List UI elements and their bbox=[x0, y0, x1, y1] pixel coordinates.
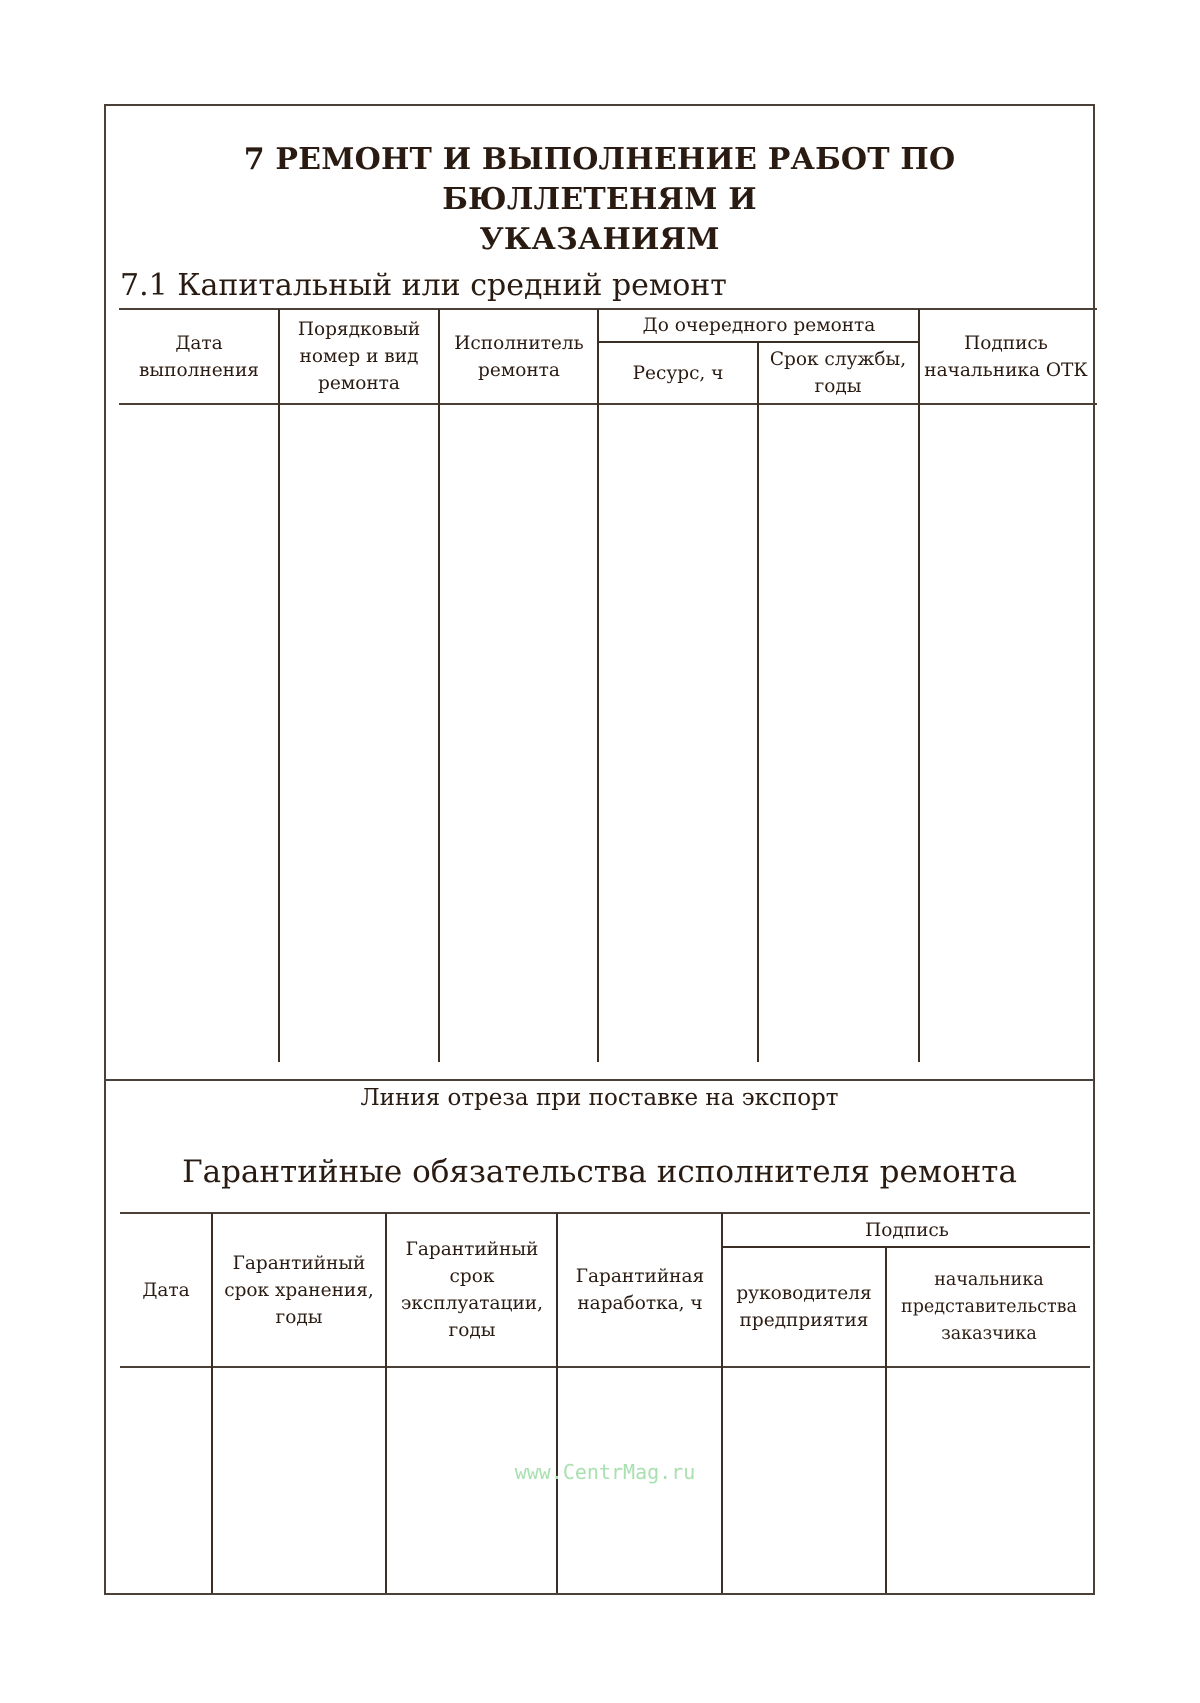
warranty-table-col-divider bbox=[211, 1213, 213, 1593]
warranty-table-col-divider bbox=[885, 1247, 887, 1593]
warranty-heading: Гарантийные обязательства исполнителя ремонта bbox=[182, 1154, 1017, 1190]
repair-table-header-executor: Исполнитель ремонта bbox=[454, 332, 584, 381]
repair-table-header-bottom-border bbox=[119, 403, 1097, 405]
watermark: www.CentrMag.ru bbox=[514, 1460, 696, 1484]
repair-table-header-group-next-repair: До очередного ремонта bbox=[642, 315, 876, 336]
warranty-table-header-customer-rep-head: начальника представительства заказчика bbox=[901, 1269, 1077, 1344]
repair-table-col-divider bbox=[597, 309, 599, 1062]
repair-table-header-service-life: Срок службы, годы bbox=[769, 349, 907, 397]
warranty-table-col-divider bbox=[385, 1213, 387, 1593]
warranty-table-header-operating-time: Гарантийная наработка, ч bbox=[575, 1266, 705, 1314]
cut-line bbox=[104, 1079, 1093, 1081]
warranty-table-header-enterprise-head: руководителя предприятия bbox=[736, 1283, 872, 1331]
warranty-table-header-storage-period: Гарантийный срок хранения, годы bbox=[224, 1252, 374, 1328]
repair-table-header-repair-number: Порядковый номер и вид ремонта bbox=[297, 319, 421, 394]
repair-table-col-divider bbox=[757, 342, 759, 1062]
warranty-table-col-divider bbox=[721, 1213, 723, 1593]
warranty-table-header-bottom-border bbox=[120, 1366, 1090, 1368]
cut-line-label: Линия отреза при поставке на экспорт bbox=[360, 1085, 839, 1111]
repair-table-col-divider bbox=[438, 309, 440, 1062]
page-title-line-2: УКАЗАНИЯМ bbox=[479, 222, 720, 257]
section-heading-7-1: 7.1 Капитальный или средний ремонт bbox=[120, 268, 727, 303]
warranty-table-header-group-signature: Подпись bbox=[865, 1219, 949, 1241]
page-title bbox=[104, 140, 1095, 260]
repair-table-col-divider bbox=[278, 309, 280, 1062]
page-title-line-1: 7 РЕМОНТ И ВЫПОЛНЕНИЕ РАБОТ ПО БЮЛЛЕТЕНЯМ И bbox=[243, 142, 956, 217]
repair-table-header-otk-signature: Подпись начальника ОТК bbox=[924, 332, 1088, 381]
repair-table-col-divider bbox=[918, 309, 920, 1062]
repair-table-header-date: Дата выполнения bbox=[139, 332, 259, 381]
warranty-table-header-date: Дата bbox=[142, 1279, 190, 1301]
warranty-table-col-divider bbox=[556, 1213, 558, 1593]
repair-table-header-resource: Ресурс, ч bbox=[632, 362, 724, 384]
warranty-table-header-operation-period: Гарантийный срок эксплуатации, годы bbox=[401, 1239, 543, 1341]
